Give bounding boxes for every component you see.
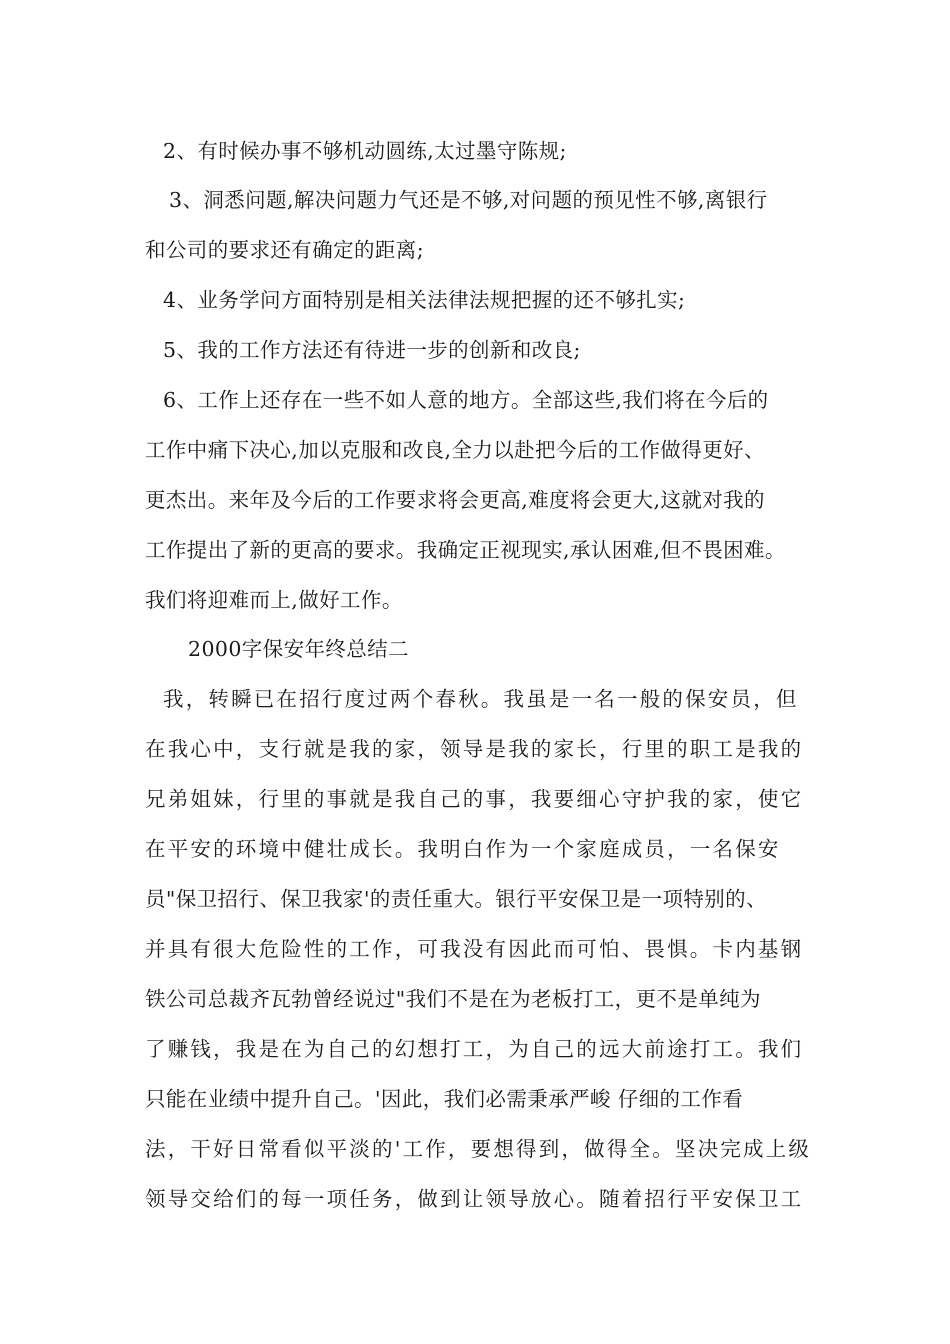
text-line: 4、业务学问方面特别是相关法律法规把握的还不够扎实; (163, 288, 686, 312)
text-line: 更杰出。来年及今后的工作要求将会更高,难度将会更大,这就对我的 (145, 488, 765, 512)
text-line: 了赚钱，我是在为自己的幻想打工，为自己的远大前途打工。我们 (145, 1037, 804, 1061)
text-line: 5、我的工作方法还有待进一步的创新和改良; (163, 338, 581, 362)
text-line: 我们将迎难而上,做好工作。 (145, 588, 403, 612)
text-line: 我，转瞬已在招行度过两个春秋。我虽是一名一般的保安员，但 (163, 687, 799, 711)
text-line: 只能在业绩中提升自己。'因此，我们必需秉承严峻 仔细的工作看 (145, 1087, 744, 1111)
section-heading: 2000字保安年终总结二 (188, 637, 409, 661)
text-line: 员"保卫招行、保卫我家'的责任重大。银行平安保卫是一项特别的、 (145, 887, 767, 911)
text-line: 兄弟姐妹，行里的事就是我自己的事，我要细心守护我的家，使它 (145, 787, 804, 811)
text-line: 在平安的环境中健壮成长。我明白作为一个家庭成员，一名保安 (145, 837, 781, 861)
text-line: 铁公司总裁齐瓦勃曾经说过"我们不是在为老板打工，更不是单纯为 (145, 987, 761, 1011)
text-line: 6、工作上还存在一些不如人意的地方。全部这些,我们将在今后的 (163, 388, 769, 412)
text-line: 2、有时候办事不够机动圆练,太过墨守陈规; (163, 139, 567, 163)
text-line: 工作中痛下决心,加以克服和改良,全力以赴把今后的工作做得更好、 (145, 438, 765, 462)
text-line: 并具有很大危险性的工作，可我没有因此而可怕、畏惧。卡内基钢 (145, 937, 804, 961)
text-line: 工作提出了新的更高的要求。我确定正视现实,承认困难,但不畏困难。 (145, 538, 786, 562)
text-line: 法，干好日常看似平淡的'工作，要想得到，做得全。坚决完成上级 (145, 1137, 812, 1161)
text-line: 3、洞悉问题,解决问题力气还是不够,对问题的预见性不够,离银行 (169, 188, 768, 212)
text-line: 在我心中，支行就是我的家，领导是我的家长，行里的职工是我的 (145, 737, 804, 761)
text-line: 和公司的要求还有确定的距离; (145, 238, 425, 262)
text-line: 领导交给们的每一项任务，做到让领导放心。随着招行平安保卫工 (145, 1187, 804, 1211)
